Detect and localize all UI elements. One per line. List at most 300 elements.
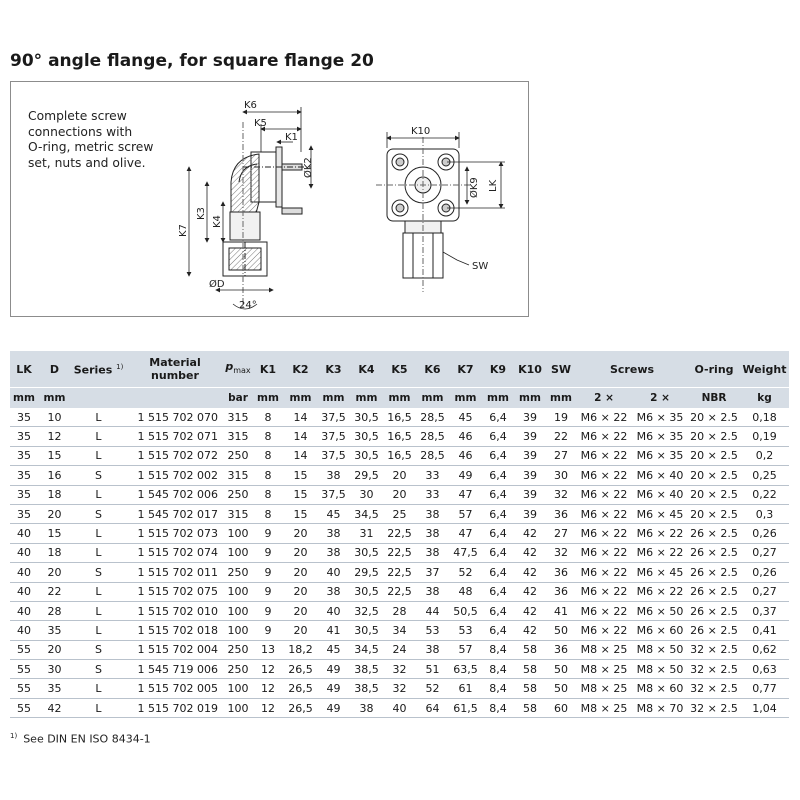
table-cell: 50 (546, 660, 576, 679)
unit-cell: mm (383, 388, 416, 409)
table-cell: 100 (224, 582, 252, 601)
table-cell: 8 (252, 466, 284, 485)
table-cell: M6 × 22 (576, 408, 632, 427)
table-cell: 40 (10, 563, 38, 582)
table-cell: 27 (546, 524, 576, 543)
table-cell: M6 × 22 (632, 543, 688, 562)
unit-cell: 2 × (632, 388, 688, 409)
table-cell: 1 515 702 018 (126, 621, 224, 640)
table-cell: M6 × 22 (576, 563, 632, 582)
table-cell: 20 (38, 563, 71, 582)
table-cell: M8 × 25 (576, 640, 632, 659)
table-cell: 28,5 (416, 427, 449, 446)
unit-cell: mm (252, 388, 284, 409)
table-cell: 34,5 (350, 504, 383, 523)
table-cell: L (71, 601, 126, 620)
table-cell: 35 (38, 679, 71, 698)
table-cell: 32 × 2.5 (688, 640, 740, 659)
table-cell: 1 515 702 010 (126, 601, 224, 620)
table-cell: 40 (10, 582, 38, 601)
table-cell: M8 × 60 (632, 679, 688, 698)
table-cell: 315 (224, 427, 252, 446)
label-k9: ØK9 (469, 177, 480, 198)
table-cell: 30,5 (350, 582, 383, 601)
table-cell: 52 (449, 563, 482, 582)
table-cell: 52 (416, 679, 449, 698)
table-cell: M8 × 70 (632, 698, 688, 717)
table-cell: 29,5 (350, 466, 383, 485)
table-row (10, 601, 789, 620)
table-cell: 26,5 (284, 660, 317, 679)
table-cell: 34,5 (350, 640, 383, 659)
table-cell: 32 (546, 485, 576, 504)
table-cell: M6 × 22 (632, 524, 688, 543)
table-cell: 38 (416, 640, 449, 659)
table-cell: 0,62 (740, 640, 789, 659)
label-k1: K1 (285, 132, 298, 143)
front-view (376, 137, 471, 292)
table-cell: M6 × 35 (632, 427, 688, 446)
table-cell: 100 (224, 698, 252, 717)
label-k10: K10 (411, 126, 431, 137)
label-k3: K3 (196, 207, 207, 220)
table-cell: 0,37 (740, 601, 789, 620)
table-cell: 31 (350, 524, 383, 543)
table-cell: 14 (284, 408, 317, 427)
table-cell: 44 (416, 601, 449, 620)
table-cell: 35 (38, 621, 71, 640)
unit-cell: 2 × (576, 388, 632, 409)
table-cell: L (71, 427, 126, 446)
label-k2: ØK2 (303, 157, 314, 178)
table-cell: 6,4 (482, 582, 514, 601)
table-cell: 13 (252, 640, 284, 659)
table-cell: M6 × 45 (632, 563, 688, 582)
label-angle: 24° (239, 300, 257, 311)
table-cell: 1 515 702 070 (126, 408, 224, 427)
table-cell: 6,4 (482, 427, 514, 446)
table-cell: 6,4 (482, 524, 514, 543)
unit-cell: kg (740, 388, 789, 409)
table-cell: 36 (546, 563, 576, 582)
table-cell: 39 (514, 446, 546, 465)
table-cell: 38 (317, 582, 350, 601)
table-cell: 1 545 702 017 (126, 504, 224, 523)
header-k4: K4 (350, 351, 383, 388)
table-cell: 0,25 (740, 466, 789, 485)
table-cell: 8,4 (482, 640, 514, 659)
table-cell: 38,5 (350, 679, 383, 698)
table-cell: S (71, 466, 126, 485)
unit-cell: mm (350, 388, 383, 409)
table-cell: 8,4 (482, 698, 514, 717)
label-k4: K4 (212, 215, 223, 228)
table-cell: L (71, 543, 126, 562)
table-cell: 100 (224, 679, 252, 698)
table-row (10, 504, 789, 523)
table-row (10, 543, 789, 562)
table-cell: 250 (224, 446, 252, 465)
table-cell: 42 (514, 563, 546, 582)
table-cell: 46 (449, 446, 482, 465)
table-cell: 58 (514, 640, 546, 659)
table-cell: 20 (284, 582, 317, 601)
table-cell: 0,63 (740, 660, 789, 679)
table-row (10, 582, 789, 601)
table-cell: M6 × 35 (632, 408, 688, 427)
table-cell: 26 × 2.5 (688, 563, 740, 582)
table-cell: M6 × 22 (576, 601, 632, 620)
table-row (10, 679, 789, 698)
table-cell: 12 (252, 698, 284, 717)
table-cell: 20 (38, 504, 71, 523)
footnote (10, 732, 151, 746)
table-cell: 38 (317, 466, 350, 485)
table-cell: 37,5 (317, 485, 350, 504)
table-cell: 30,5 (350, 408, 383, 427)
table-cell: 49 (449, 466, 482, 485)
table-cell: 16,5 (383, 446, 416, 465)
table-cell: M6 × 22 (632, 582, 688, 601)
table-cell: 39 (514, 485, 546, 504)
table-cell: 22 (546, 427, 576, 446)
table-cell: M6 × 22 (576, 582, 632, 601)
table-cell: 30,5 (350, 427, 383, 446)
table-cell: M8 × 25 (576, 698, 632, 717)
table-cell: 6,4 (482, 543, 514, 562)
table-cell: 39 (514, 427, 546, 446)
table-cell: 33 (416, 485, 449, 504)
table-cell: 8,4 (482, 679, 514, 698)
table-cell: 18 (38, 543, 71, 562)
header-k7: K7 (449, 351, 482, 388)
table-cell: 0,22 (740, 485, 789, 504)
table-cell: 6,4 (482, 466, 514, 485)
table-cell: 20 (284, 543, 317, 562)
table-cell: 40 (10, 543, 38, 562)
unit-cell: mm (416, 388, 449, 409)
table-cell: 20 × 2.5 (688, 485, 740, 504)
table-cell: 20 × 2.5 (688, 466, 740, 485)
table-cell: 20 × 2.5 (688, 446, 740, 465)
table-cell: 20 × 2.5 (688, 408, 740, 427)
table-cell: 9 (252, 601, 284, 620)
table-cell: 35 (10, 466, 38, 485)
table-cell: 26 × 2.5 (688, 582, 740, 601)
table-cell: 22,5 (383, 582, 416, 601)
table-cell: 40 (317, 601, 350, 620)
table-cell: 100 (224, 601, 252, 620)
table-cell: 46 (449, 427, 482, 446)
table-cell: 6,4 (482, 563, 514, 582)
table-cell: 47 (449, 485, 482, 504)
unit-cell: mm (482, 388, 514, 409)
table-cell: 40 (10, 524, 38, 543)
table-cell: M6 × 40 (632, 466, 688, 485)
table-cell: M8 × 50 (632, 660, 688, 679)
table-cell: 28 (383, 601, 416, 620)
specification-table (10, 351, 789, 718)
table-cell: 20 (284, 563, 317, 582)
table-cell: 9 (252, 621, 284, 640)
table-row (10, 466, 789, 485)
drawing-svg (11, 82, 530, 318)
table-cell: 50 (546, 621, 576, 640)
table-cell: 41 (317, 621, 350, 640)
header-sw: SW (546, 351, 576, 388)
table-cell: 20 (38, 640, 71, 659)
table-cell: 250 (224, 563, 252, 582)
header-row (10, 351, 789, 388)
unit-cell: bar (224, 388, 252, 409)
table-cell: 49 (317, 660, 350, 679)
table-row (10, 408, 789, 427)
table-cell: 30 (350, 485, 383, 504)
table-cell: 315 (224, 408, 252, 427)
table-cell: 42 (38, 698, 71, 717)
table-cell: 51 (416, 660, 449, 679)
table-cell: 39 (514, 466, 546, 485)
table-cell: 6,4 (482, 408, 514, 427)
header-k1: K1 (252, 351, 284, 388)
product-note: Complete screw connections with O-ring, metric screw set, nuts and olive. (28, 109, 154, 170)
table-cell: 36 (546, 504, 576, 523)
table-cell: 315 (224, 466, 252, 485)
table-cell: M6 × 22 (576, 524, 632, 543)
table-cell: 25 (383, 504, 416, 523)
table-cell: 53 (416, 621, 449, 640)
table-cell: 38 (317, 524, 350, 543)
footnote-mark: 1) (10, 732, 18, 740)
table-cell: 1 515 702 002 (126, 466, 224, 485)
table-cell: L (71, 408, 126, 427)
table-cell: 6,4 (482, 446, 514, 465)
table-cell: 26 × 2.5 (688, 543, 740, 562)
side-view (223, 122, 311, 307)
table-cell: 58 (514, 660, 546, 679)
table-cell: 22,5 (383, 524, 416, 543)
table-cell: 10 (38, 408, 71, 427)
table-cell: 8 (252, 408, 284, 427)
table-cell: 8 (252, 427, 284, 446)
table-cell: M8 × 25 (576, 679, 632, 698)
table-cell: 26,5 (284, 698, 317, 717)
header-weight: Weight (740, 351, 789, 388)
table-cell: 20 (284, 601, 317, 620)
table-cell: 14 (284, 427, 317, 446)
table-cell: 20 × 2.5 (688, 427, 740, 446)
header-pmax: $p_{max}$ (224, 351, 252, 388)
table-cell: 29,5 (350, 563, 383, 582)
table-cell: 9 (252, 563, 284, 582)
table-cell: 15 (38, 446, 71, 465)
table-cell: 250 (224, 660, 252, 679)
table-cell: 12 (38, 427, 71, 446)
label-sw: SW (472, 261, 489, 272)
table-cell: 37,5 (317, 408, 350, 427)
unit-cell: mm (38, 388, 71, 409)
header-k10: K10 (514, 351, 546, 388)
table-cell: 41 (546, 601, 576, 620)
table-cell: 58 (514, 679, 546, 698)
table-cell: 47 (449, 524, 482, 543)
header-k3: K3 (317, 351, 350, 388)
table-cell: M6 × 40 (632, 485, 688, 504)
table-cell: 0,26 (740, 563, 789, 582)
table-cell: 6,4 (482, 485, 514, 504)
table-cell: 100 (224, 543, 252, 562)
table-cell: 0,26 (740, 524, 789, 543)
table-cell: 34 (383, 621, 416, 640)
table-body (10, 408, 789, 718)
table-cell: 45 (317, 504, 350, 523)
table-cell: 1 515 702 071 (126, 427, 224, 446)
table-cell: 42 (514, 601, 546, 620)
table-cell: 16,5 (383, 408, 416, 427)
table-cell: 38 (416, 504, 449, 523)
label-k7: K7 (178, 224, 189, 237)
table-cell: 1 545 702 006 (126, 485, 224, 504)
table-cell: 38 (350, 698, 383, 717)
label-d: ØD (209, 279, 225, 290)
table-cell: 38 (416, 543, 449, 562)
table-cell: 12 (252, 660, 284, 679)
table-cell: 0,27 (740, 582, 789, 601)
table-cell: 0,41 (740, 621, 789, 640)
table-cell: 30,5 (350, 543, 383, 562)
table-cell: 22 (38, 582, 71, 601)
table-cell: 39 (514, 504, 546, 523)
table-cell: 35 (10, 485, 38, 504)
table-cell: 1 515 702 005 (126, 679, 224, 698)
table-row (10, 524, 789, 543)
table-cell: 20 (383, 485, 416, 504)
table-cell: 16 (38, 466, 71, 485)
table-cell: M6 × 22 (576, 446, 632, 465)
table-cell: 0,77 (740, 679, 789, 698)
table-cell: 45 (449, 408, 482, 427)
header-material: Material number (126, 351, 224, 388)
table-cell: 1 515 702 019 (126, 698, 224, 717)
table-cell: 42 (514, 543, 546, 562)
table-cell: L (71, 524, 126, 543)
table-row (10, 427, 789, 446)
table-cell: 24 (383, 640, 416, 659)
table-cell: 12 (252, 679, 284, 698)
table-cell: L (71, 485, 126, 504)
table-cell: 48 (449, 582, 482, 601)
table-cell: 18,2 (284, 640, 317, 659)
table-cell: 32 (383, 660, 416, 679)
label-lk: LK (488, 179, 499, 192)
table-cell: 9 (252, 582, 284, 601)
table-cell: M8 × 50 (632, 640, 688, 659)
table-cell: 15 (38, 524, 71, 543)
unit-cell: mm (449, 388, 482, 409)
table-cell: 0,2 (740, 446, 789, 465)
table-cell: 30 (38, 660, 71, 679)
table-cell: 20 (284, 621, 317, 640)
table-cell: 33 (416, 466, 449, 485)
table-cell: 32 (546, 543, 576, 562)
header-screws: Screws (576, 351, 688, 388)
table-cell: S (71, 563, 126, 582)
table-cell: 36 (546, 640, 576, 659)
table-cell: 1 515 702 004 (126, 640, 224, 659)
table-cell: 0,3 (740, 504, 789, 523)
footnote-text: See DIN EN ISO 8434-1 (23, 732, 151, 746)
table-cell: M6 × 22 (576, 427, 632, 446)
table-cell: 35 (10, 408, 38, 427)
table-cell: 60 (546, 698, 576, 717)
table-cell: S (71, 504, 126, 523)
table-cell: 100 (224, 524, 252, 543)
table-cell: 40 (10, 621, 38, 640)
table-cell: L (71, 582, 126, 601)
table-cell: 53 (449, 621, 482, 640)
table-cell: 20 (284, 524, 317, 543)
table-cell: 250 (224, 485, 252, 504)
table-cell: S (71, 660, 126, 679)
table-cell: 6,4 (482, 504, 514, 523)
table-cell: 27 (546, 446, 576, 465)
table-cell: 22,5 (383, 563, 416, 582)
table-cell: 36 (546, 582, 576, 601)
table-cell: 20 (383, 466, 416, 485)
table-cell: 14 (284, 446, 317, 465)
table-cell: L (71, 446, 126, 465)
table-cell: M6 × 60 (632, 621, 688, 640)
table-cell: 26,5 (284, 679, 317, 698)
page-title: 90° angle flange, for square flange 20 (10, 51, 374, 71)
table-cell: 42 (514, 524, 546, 543)
table-row (10, 698, 789, 717)
table-cell: 15 (284, 466, 317, 485)
table-cell: 32,5 (350, 601, 383, 620)
table-cell: 55 (10, 698, 38, 717)
table-row (10, 660, 789, 679)
table-cell: 1 515 702 073 (126, 524, 224, 543)
unit-cell: mm (317, 388, 350, 409)
table-cell: 15 (284, 504, 317, 523)
table-cell: 100 (224, 621, 252, 640)
table-cell: 1 515 702 074 (126, 543, 224, 562)
table-cell: 28,5 (416, 446, 449, 465)
unit-cell: mm (10, 388, 38, 409)
table-cell: 32 (383, 679, 416, 698)
table-cell: 28 (38, 601, 71, 620)
table-cell: 40 (10, 601, 38, 620)
technical-drawing (10, 81, 529, 317)
table-cell: 0,18 (740, 408, 789, 427)
header-d: D (38, 351, 71, 388)
table-cell: 64 (416, 698, 449, 717)
table-cell: 50,5 (449, 601, 482, 620)
unit-cell: mm (514, 388, 546, 409)
table-cell: 32 × 2.5 (688, 660, 740, 679)
table-cell: 9 (252, 524, 284, 543)
table-cell: M6 × 35 (632, 446, 688, 465)
table-cell: 1 545 719 006 (126, 660, 224, 679)
table-cell: 57 (449, 640, 482, 659)
table-cell: L (71, 698, 126, 717)
table-cell: 30,5 (350, 621, 383, 640)
table-cell: M6 × 22 (576, 485, 632, 504)
table-cell: 38 (317, 543, 350, 562)
table-cell: 61 (449, 679, 482, 698)
header-k5: K5 (383, 351, 416, 388)
table-cell: 32 × 2.5 (688, 679, 740, 698)
